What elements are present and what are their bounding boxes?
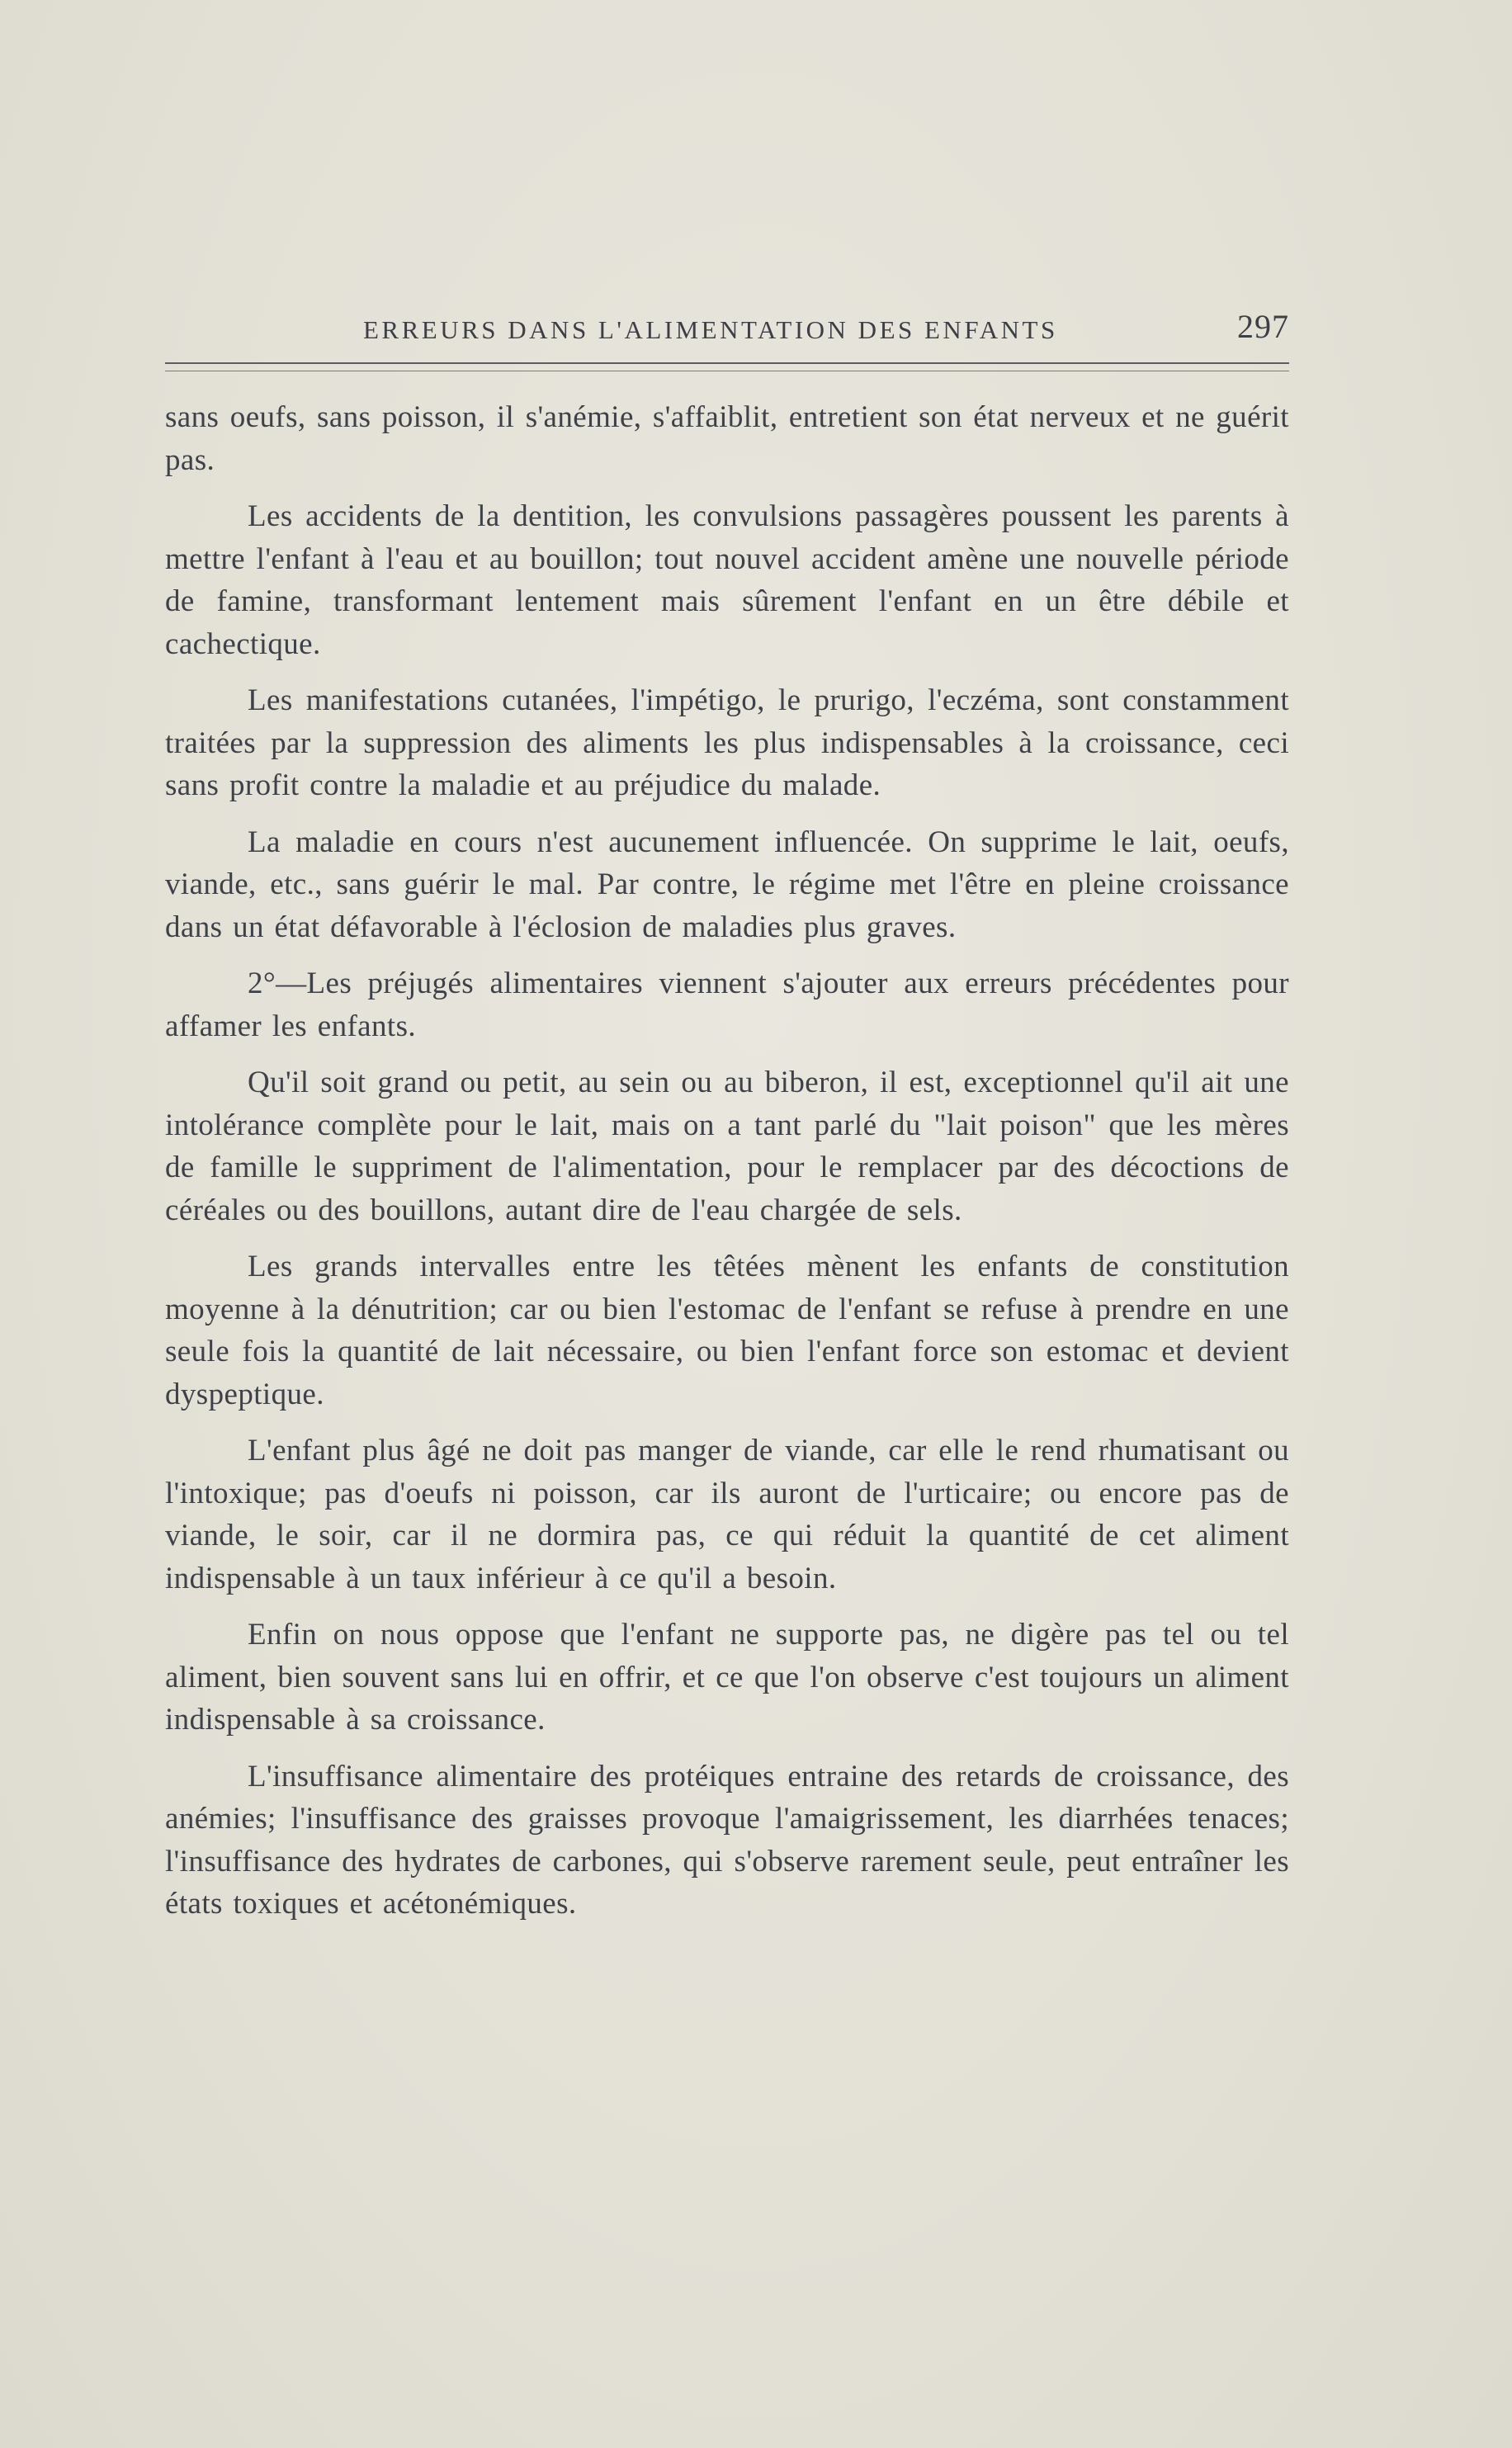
paragraph-continued: sans oeufs, sans poisson, il s'anémie, s'affaiblit, entretient son état nerveux et ne guérit pas. bbox=[165, 400, 1289, 477]
paragraph: La maladie en cours n'est aucunement influencée. On supprime le lait, oeufs, viande, etc., sans guérir le mal. Par contre, le régime met l'être en pleine croissance dans un état défavorable à l'éclosion de maladies plus graves. bbox=[165, 825, 1289, 944]
paragraph: Les accidents de la dentition, les convulsions passagères poussent les parents à mettre l'enfant à l'eau et au bouillon; tout nouvel accident amène une nouvelle période de famine, transformant lentement mais sûrement l'enfant en un être débile et cachectique. bbox=[165, 499, 1289, 661]
paragraph: Les manifestations cutanées, l'impétigo, le prurigo, l'eczéma, sont constamment traitées par la suppression des aliments les plus indispensables à la croissance, ceci sans profit contre la maladie et au préjudice du malade. bbox=[165, 683, 1289, 802]
header-rule bbox=[165, 362, 1289, 364]
paragraph: L'insuffisance alimentaire des protéiques entraine des retards de croissance, des anémies; l'insuffisance des graisses provoque l'amaigrissement, les diarrhées tenaces; l'insuffisance des hydrates de carbones, qui s'observe rarement seule, peut entraîner les états toxiques et acétonémiques. bbox=[165, 1759, 1289, 1921]
running-head bbox=[165, 307, 1289, 357]
paragraph: Enfin on nous oppose que l'enfant ne supporte pas, ne digère pas tel ou tel aliment, bien souvent sans lui en offrir, et ce que l'on observe c'est toujours un aliment indispensable à sa croissance. bbox=[165, 1618, 1289, 1737]
paragraph: Les grands intervalles entre les têtées mènent les enfants de constitution moyenne à la dénutrition; car ou bien l'estomac de l'enfant se refuse à prendre en une seule fois la quantité de lait nécessaire, ou bien l'enfant force son estomac et devient dyspeptique. bbox=[165, 1250, 1289, 1411]
paragraph: L'enfant plus âgé ne doit pas manger de viande, car elle le rend rhumatisant ou l'intoxique; pas d'oeufs ni poisson, car ils auront de l'urticaire; ou encore pas de viande, le soir, car il ne dormira pas, ce qui réduit la quantité de cet aliment indispensable à un taux inférieur à ce qu'il a besoin. bbox=[165, 1434, 1289, 1595]
body-text bbox=[165, 396, 1289, 1940]
paragraph: Qu'il soit grand ou petit, au sein ou au biberon, il est, exceptionnel qu'il ait une intolérance complète pour le lait, mais on a tant parlé du "lait poison" que les mères de famille le suppriment de l'alimentation, pour le remplacer par des décoctions de céréales ou des bouillons, autant dire de l'eau chargée de sels. bbox=[165, 1066, 1289, 1227]
paragraph: 2°—Les préjugés alimentaires viennent s'ajouter aux erreurs précédentes pour affamer les enfants. bbox=[165, 966, 1289, 1043]
running-title: ERREURS DANS L'ALIMENTATION DES ENFANTS bbox=[363, 315, 1058, 344]
page-number: 297 bbox=[1237, 308, 1289, 345]
